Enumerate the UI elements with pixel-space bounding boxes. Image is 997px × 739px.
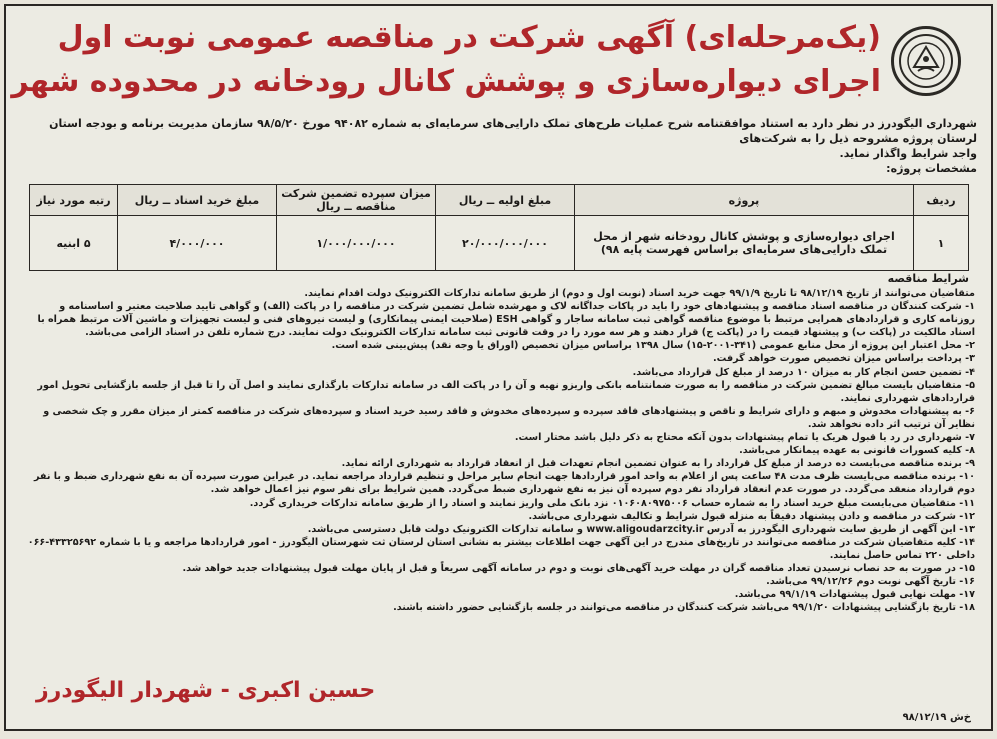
conditions-title: شرایط مناقصه [887, 272, 969, 285]
table-header-row [30, 185, 969, 216]
project-table [29, 184, 969, 271]
condition-item: ۱۶- تاریخ آگهی نوبت دوم ۹۹/۱۲/۲۶ می‌باشد. [766, 576, 975, 588]
condition-item: ۱۲- شرکت در مناقصه و دادن پیشنهاد دقیقاً به منزله قبول شرایط و تکالیف شهرداری می‌باشد. [528, 510, 975, 522]
cell-grade: ۵ ابنیه [30, 216, 118, 271]
col-initial-amount: مبلغ اولیه ــ ریال [436, 185, 575, 216]
cell-doc-price: ۴/۰۰۰/۰۰۰ [118, 216, 277, 271]
col-project: پروژه [575, 185, 914, 216]
condition-item: ۹- برنده مناقصه می‌بایست ده درصد از مبلغ کل قرارداد را به عنوان تضمین انجام تعهدات قبل از انعقاد قرارداد به شهرداری ارائه نماید. [341, 458, 975, 470]
condition-item: ۱۳- این آگهی از طریق سایت شهرداری الیگودرز به آدرس www.aligoudarzcity.ir و سامانه تدارکات الکترونیک دولت قابل دسترسی می‌باشد. [307, 523, 975, 535]
municipality-seal-icon [891, 26, 961, 96]
mayor-signature: حسین اکبری - شهردار الیگودرز [36, 678, 376, 703]
condition-item: ۱۷- مهلت نهایی قبول پیشنهادات ۹۹/۱/۱۹ می‌باشد. [734, 589, 975, 601]
condition-item: ۱۰- برنده مناقصه می‌بایست ظرف مدت ۴۸ ساعت پس از اعلام به واحد امور قراردادها جهت انجام سایر مراحل و تنظیم قرارداد مراجعه نماید. در غیراین صورت سپرده آن به نفع شهرداری ضبط و با نفر دوم قرارداد منعقد می‌گردد. در صورت عدم انعقاد قرارداد نفر دوم سپرده آن نیز به نفع شهرداری ضبط می‌گردد. همین شرایط برای نفر سوم نیز اعمال خواهد شد. [33, 471, 975, 496]
tender-notice [4, 4, 993, 731]
intro-text [20, 116, 977, 176]
condition-item: ۱۴- کلیه متقاضیان شرکت در مناقصه می‌توانند در تاریخ‌های مندرج در این آگهی جهت اطلاعات بیشتر به نشانی استان لرستان ثت شهرستان الیگودرز - امور قراردادها مراجعه و یا با شماره ۴۳۳۲۵۶۹۲-۰۶۶ داخلی ۲۲۰ تماس حاصل نمایند. [27, 536, 975, 561]
seal-graphic [896, 31, 956, 91]
condition-item: ۸- کلیه کسورات قانونی به عهده پیمانکار می‌باشد. [739, 445, 975, 457]
intro-line-3: مشخصات پروژه: [886, 162, 977, 175]
publication-code: خ‌ش ۹۸/۱۲/۱۹ [902, 712, 971, 723]
condition-item: ۶- به پیشنهادات مخدوش و مبهم و دارای شرایط و ناقص و پیشنهادهای فاقد سپرده و سپرده‌های مخدوش و فاقد رسید خرید اسناد و سپرده‌های شرکت در مناقصه کمتر از میزان مقرر و چک شخصی و نظایر آن ترتیب اثر داده نخواهد شد. [43, 405, 975, 430]
col-grade: رتبه مورد نیاز [30, 185, 118, 216]
condition-item: ۱- شرکت کنندگان در مناقصه اسناد مناقصه و پیشنهادهای خود را باید در پاکات جداگانه لاک و مهرشده شامل تضمین شرکت در مناقصه را در پاکت (الف) و گواهی تایید صلاحیت معتبر و اساسنامه و روزنامه کاری و قراردادهای همرایی مرتبط با موضوع مناقصه گواهی ثبت سامانه ساجار و گواهی ESH (صلاحیت ایمنی پیمانکاری) و لیست نیروهای فنی و لیست تجهیزات و ماشین آلات مرتبط همراه با اسناد مالکیت در (پاکت ب) و پیشنهاد قیمت را در (پاکت ج) قرار دهند و هر سه مورد را در وقت قانونی ثبت سامانه تدارکات الکترونیک دولت نمایند. درج شماره تلفن در اسناد الزامی می‌باشد. [37, 301, 975, 339]
cell-guarantee: ۱/۰۰۰/۰۰۰/۰۰۰ [277, 216, 436, 271]
intro-line-1: شهرداری الیگودرز در نظر دارد به استناد موافقتنامه شرح عملیات طرح‌های تملک دارایی‌های سرمایه‌ای به شماره ۹۴۰۸۲ مورخ ۹۸/۵/۲۰ سازمان مدیریت برنامه و بودجه استان لرستان پروژه مشروحه ذیل را به شرکت‌های [49, 117, 977, 145]
condition-item: ۷- شهرداری در رد یا قبول هریک یا تمام پیشنهادات بدون آنکه محتاج به ذکر دلیل باشد مختار است. [514, 432, 975, 444]
condition-item: ۵- متقاضیان بایست مبالغ تضمین شرکت در مناقصه را به صورت ضمانتنامه بانکی واریزو نهیه و آن را در پاکت الف در سامانه تدارکات بارگذاری نمایند و اصل آن را تا قبل از جلسه بازگشایی تحویل امور قراردادهای شهرداری نمایند. [37, 379, 975, 404]
cell-row: ۱ [914, 216, 969, 271]
notice-title-line1: (یک‌مرحله‌ای) آگهی شرکت در مناقصه عمومی نوبت اول [57, 20, 881, 55]
conditions-list [22, 287, 975, 614]
col-guarantee: میزان سپرده تضمین شرکت مناقصه ــ ریال [277, 185, 436, 216]
col-row: ردیف [914, 185, 969, 216]
condition-item: ۱۸- تاریخ بازگشایی پیشنهادات ۹۹/۱/۲۰ می‌باشد شرکت کنندگان در مناقصه می‌توانند در جلسه بازگشایی حضور داشته باشند. [393, 602, 975, 614]
cell-initial-amount: ۲۰/۰۰۰/۰۰۰/۰۰۰ [436, 216, 575, 271]
condition-item: متقاضیان می‌توانند از تاریخ ۹۸/۱۲/۱۹ تا تاریخ ۹۹/۱/۹ جهت خرید اسناد (نوبت اول و دوم) از طریق سامانه تدارکات الکترونیک دولت اقدام نمایند. [304, 288, 975, 299]
col-doc-price: مبلغ خرید اسناد ــ ریال [118, 185, 277, 216]
condition-item: ۲- محل اعتبار این پروژه از محل منابع عمومی (۳۴۱-۲۰۰۱-۱۵) سال ۱۳۹۸ براساس میزان تخصیص (اوراق یا وجه نقد) پیش‌بینی شده است. [331, 340, 975, 352]
condition-item: ۱۱- متقاضیان می‌بایست مبلغ خرید اسناد را به شماره حساب ۰۱۰۶۰۸۰۹۷۵۰۰۶ نزد بانک ملی واریز نمایند و اسناد را از طریق سامانه تدارکات خریداری گردد. [249, 497, 975, 509]
condition-item: ۴- تضمین حسن انجام کار به میزان ۱۰ درصد از مبلغ کل قرارداد می‌باشد. [632, 366, 975, 378]
notice-title-line2: اجرای دیواره‌سازی و پوشش کانال رودخانه در محدوده شهر [11, 64, 881, 99]
condition-item: ۳- پرداخت براساس میزان تخصیص صورت خواهد گرفت. [713, 353, 975, 365]
condition-item: ۱۵- در صورت به حد نصاب نرسیدن تعداد مناقصه گران در مهلت خرید آگهی‌های نوبت و دوم در سامانه آگهی سریعاً و قبل از پایان مهلت قبول پیشنهادات جدید خواهد شد. [182, 562, 975, 574]
table-row [30, 216, 969, 271]
cell-project: اجرای دیواره‌سازی و پوشش کانال رودخانه شهر از محل تملک دارایی‌های سرمایه‌ای براساس فهرست پایه ۹۸) [575, 216, 914, 271]
intro-line-2: واجد شرایط واگذار نماید. [839, 147, 977, 160]
